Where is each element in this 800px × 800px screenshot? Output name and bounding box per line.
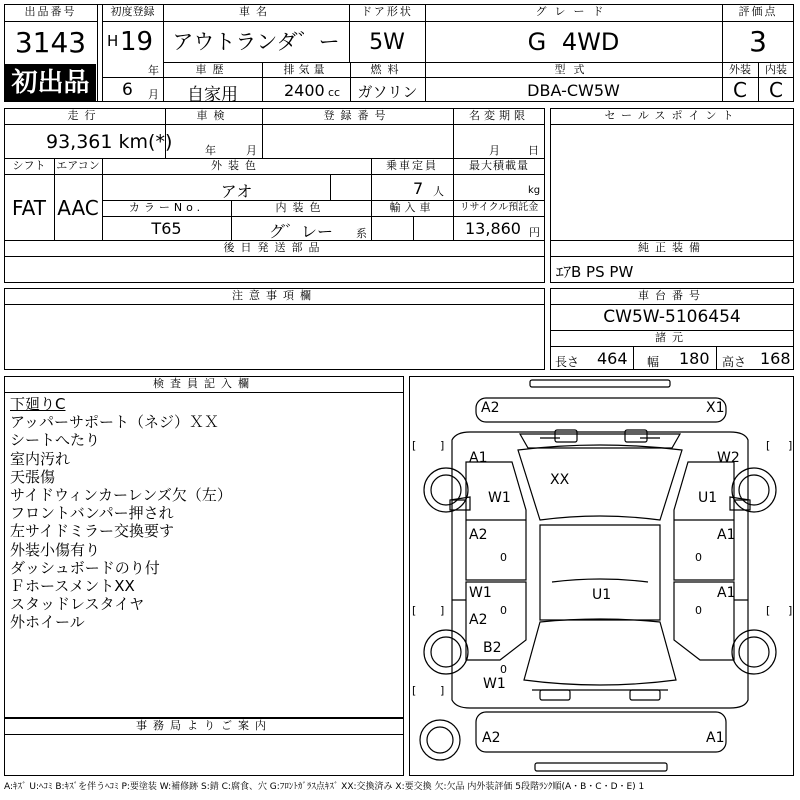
damage-mark: A2 [482,730,501,746]
length-label: 長さ [555,355,580,369]
inspector-line: 室内汚れ [10,449,71,468]
door-label: ドア形状 [361,5,413,18]
aircon-label: エアコン [56,159,100,172]
first-reg-label: 初度登録 [110,5,155,18]
bracket-mark: ] [788,604,793,617]
recycle-label: リサイクル預託金 [459,202,539,213]
height-label: 高さ [722,355,747,369]
inspector-label: 検査員記入欄 [153,377,255,390]
recycle-unit: 円 [529,226,540,239]
load-unit: kg [528,185,541,196]
fuel-label: 燃料 [370,63,405,76]
inspector-line: ＦホースメントXX [10,577,135,596]
damage-mark: W2 [717,450,740,466]
zero-mark: 0 [695,551,702,564]
damage-mark: B2 [483,640,502,656]
sales-point-label: セールスポイント [604,109,740,122]
bracket-mark: ] [788,439,793,452]
color-no: T65 [151,219,182,238]
zero-mark: 0 [500,551,507,564]
history-label: 車歴 [195,63,230,76]
legend: A:ｷｽﾞ U:ﾍｺﾐ B:ｷｽﾞを伴うﾍｺﾐ P:要塗装 W:補修跡 S:錆 C:腐食、穴 G:ﾌﾛﾝﾄｶﾞﾗｽ点ｷｽﾞ XX:交換済み X:要交換 欠:欠品 内外装評価 5段階ﾗﾝｸ順(A・B・C・D・E) 1 [4,782,645,792]
damage-mark: U1 [592,587,612,603]
door-type: 5W [369,30,405,55]
inspector-line: 外装小傷有り [10,540,101,559]
shift-label: シフト [12,159,46,172]
displacement-label: 排気量 [283,63,329,76]
damage-mark: W1 [483,676,506,692]
mileage: 93,361 km(*) [46,131,173,153]
inspector-line: フロントバンパー押され [10,504,174,523]
damage-mark: A1 [717,527,736,543]
displacement-unit: cc [328,86,341,99]
caution-label: 注意事項欄 [232,289,317,302]
length: 464 [597,349,628,368]
reg-year: 19 [120,27,154,57]
inspector-line: 下廻りC [10,395,66,413]
damage-mark: A1 [469,450,488,466]
damage-mark: X1 [706,400,725,416]
exterior-score: C [733,78,747,102]
interior-score: C [769,78,783,102]
interior-color-label: 内装色 [275,201,327,214]
inspector-line: 左サイドミラー交換要す [10,522,174,541]
year-unit: 年 [148,64,159,77]
lot-number-label: 出品番号 [24,5,77,18]
bracket-mark: ] [440,439,445,452]
office-label: 事務局よりご案内 [136,719,272,732]
damage-mark: XX [550,472,570,488]
height: 168 [760,349,791,368]
grade-label: グレード [535,5,612,18]
score-label: 評価点 [738,5,778,18]
zero-mark: 0 [695,604,702,617]
dims-label: 諸元 [655,331,689,344]
inspector-line: スタッドレスタイヤ [10,595,145,614]
bracket-mark: [ [766,439,771,452]
car-name-label: 車名 [239,5,273,18]
reg-no-label: 登録番号 [323,109,392,122]
interior-label: 内装 [765,63,787,76]
nc-month: 月 [489,144,500,157]
zero-mark: 0 [500,663,507,676]
chassis-label: 車台番号 [638,289,706,302]
load-label: 最大積載量 [469,159,529,172]
inspection-month-unit: 月 [246,144,257,157]
displacement: 2400 [284,81,325,100]
score: 3 [749,25,767,58]
bracket-mark: ] [440,684,445,697]
bracket-mark: [ [766,604,771,617]
grade: G 4WD [527,28,620,56]
damage-mark: U1 [698,490,718,506]
damage-mark: A2 [469,612,488,628]
car-diagram-box [409,376,794,776]
damage-mark: A2 [469,527,488,543]
capacity: 7 [413,179,424,198]
inspector-line: 天張傷 [10,467,56,486]
car-name: アウトランダ゛ー [172,30,340,54]
parts-label: 後日発送部品 [223,241,326,254]
mileage-label: 走行 [67,109,102,122]
model-code: DBA-CW5W [527,81,620,100]
damage-mark: A1 [717,585,736,601]
damage-mark: W1 [469,585,492,601]
capacity-unit: 人 [433,185,444,198]
equipment: ｴｱB PS PW [556,263,634,281]
width-label: 幅 [647,355,660,369]
damage-mark: W1 [488,490,511,506]
month-unit: 月 [148,88,159,101]
damage-mark: A1 [706,730,725,746]
bracket-mark: ] [440,604,445,617]
aircon: AAC [57,196,99,220]
inspector-line: サイドウィンカーレンズ欠（左） [10,486,232,505]
recycle-fee: 13,860 [465,219,521,238]
inspection-year-unit: 年 [205,144,216,157]
history: 自家用 [187,85,238,105]
width: 180 [679,349,710,368]
inspector-line: 外ホイール [10,613,85,632]
reg-month: 6 [122,80,133,100]
bracket-mark: [ [412,684,417,697]
reg-era: H [107,32,119,50]
lot-number: 3143 [14,26,87,59]
inspector-line: ダッシュボードのり付 [10,558,160,577]
fuel: ガソリン [357,83,418,101]
interior-color: グ゛レー [268,222,333,241]
inspector-line: シートへたり [10,431,101,450]
zero-mark: 0 [500,604,507,617]
exterior-label: 外装 [729,63,751,76]
bracket-mark: [ [412,604,417,617]
name-change-label: 名変期限 [469,109,529,122]
chassis-number: CW5W-5106454 [603,307,741,327]
first-listing-text: 初出品 [11,68,90,98]
color-label: 外装色 [211,159,262,172]
inspection-label: 車検 [196,109,231,122]
model-label: 型式 [554,63,593,76]
inspector-line: アッパーサポート（ネジ）ＸＸ [10,413,219,432]
nc-day: 日 [528,144,539,157]
shift: FAT [11,196,46,220]
color-no-label: カラーNo. [128,201,205,214]
inspector-notes [10,395,400,632]
damage-mark: A2 [481,400,500,416]
exterior-color: アオ [220,182,253,201]
import-label: 輸入車 [389,201,435,214]
interior-color-unit: 系 [356,227,367,240]
capacity-label: 乗車定員 [386,159,438,172]
bracket-mark: [ [412,439,417,452]
equipment-label: 純正装備 [638,241,706,254]
